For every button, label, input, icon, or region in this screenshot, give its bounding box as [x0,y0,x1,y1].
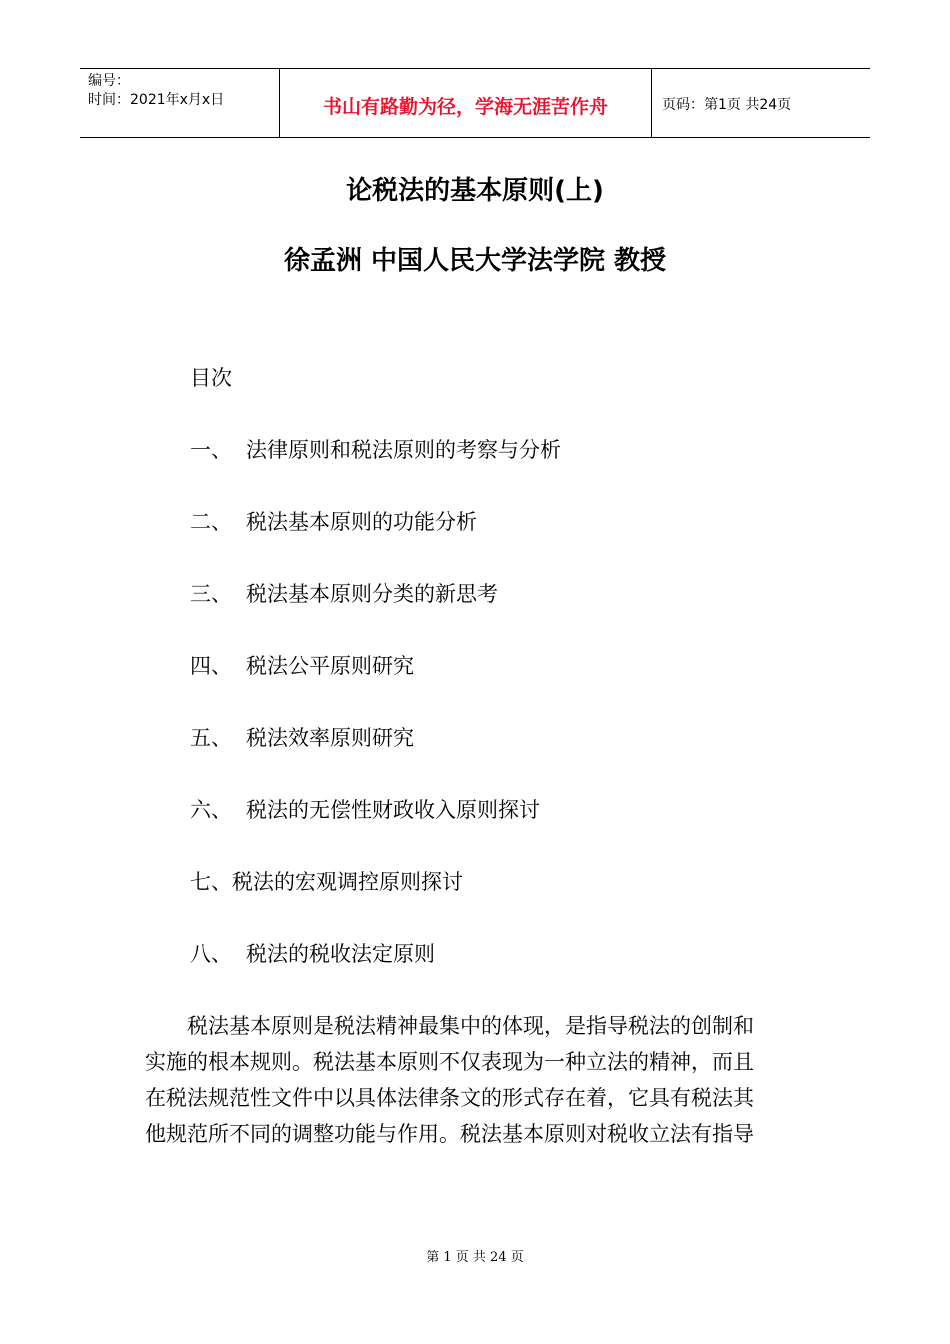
paragraph-line: 他规范所不同的调整功能与作用。税法基本原则对税收立法有指导 [145,1122,754,1146]
toc-item-text: 税法基本原则的功能分析 [246,510,477,534]
toc-item [190,794,540,824]
toc-item [190,722,414,752]
toc-label: 目次 [190,366,232,390]
toc-item-text: 法律原则和税法原则的考察与分析 [246,438,561,462]
toc-item-number: 一、 [190,438,232,462]
toc-item-number: 七、 [190,870,232,894]
header-motto: 书山有路勤为径，学海无涯苦作舟 [280,69,652,137]
toc-item [190,578,498,608]
toc-item-text: 税法效率原则研究 [246,726,414,750]
toc-item-text: 税法基本原则分类的新思考 [246,582,498,606]
number-label: 编号： [88,73,130,89]
toc-item [190,650,414,680]
header-meta-cell [80,69,280,137]
toc-item-number: 四、 [190,654,232,678]
author-line: 徐孟洲 中国人民大学法学院 教授 [283,246,667,276]
paragraph-line: 税法基本原则是税法精神最集中的体现，是指导税法的创制和 [145,1014,754,1038]
toc-item-number: 五、 [190,726,232,750]
header-table [80,68,870,138]
toc-item-text: 税法的宏观调控原则探讨 [232,870,463,894]
toc-item-number: 二、 [190,510,232,534]
header-page-info: 页码：第1页 共24页 [662,97,792,113]
toc-item-number: 六、 [190,798,232,822]
toc-item [190,866,463,896]
toc-item-number: 三、 [190,582,232,606]
toc-item-text: 税法公平原则研究 [246,654,414,678]
toc-item-text: 税法的无偿性财政收入原则探讨 [246,798,540,822]
toc-item-text: 税法的税收法定原则 [246,942,435,966]
toc-item [190,434,561,464]
toc-item [190,506,477,536]
body-paragraph [145,1008,805,1152]
document-title: 论税法的基本原则(上) [346,176,604,206]
page-footer: 第 1 页 共 24 页 [426,1250,524,1265]
paragraph-line: 实施的根本规则。税法基本原则不仅表现为一种立法的精神，而且 [145,1050,754,1074]
toc-item-number: 八、 [190,942,232,966]
paragraph-line: 在税法规范性文件中以具体法律条文的形式存在着，它具有税法其 [145,1086,754,1110]
time-label: 时间：2021年x月x日 [88,92,225,108]
toc-item [190,938,435,968]
